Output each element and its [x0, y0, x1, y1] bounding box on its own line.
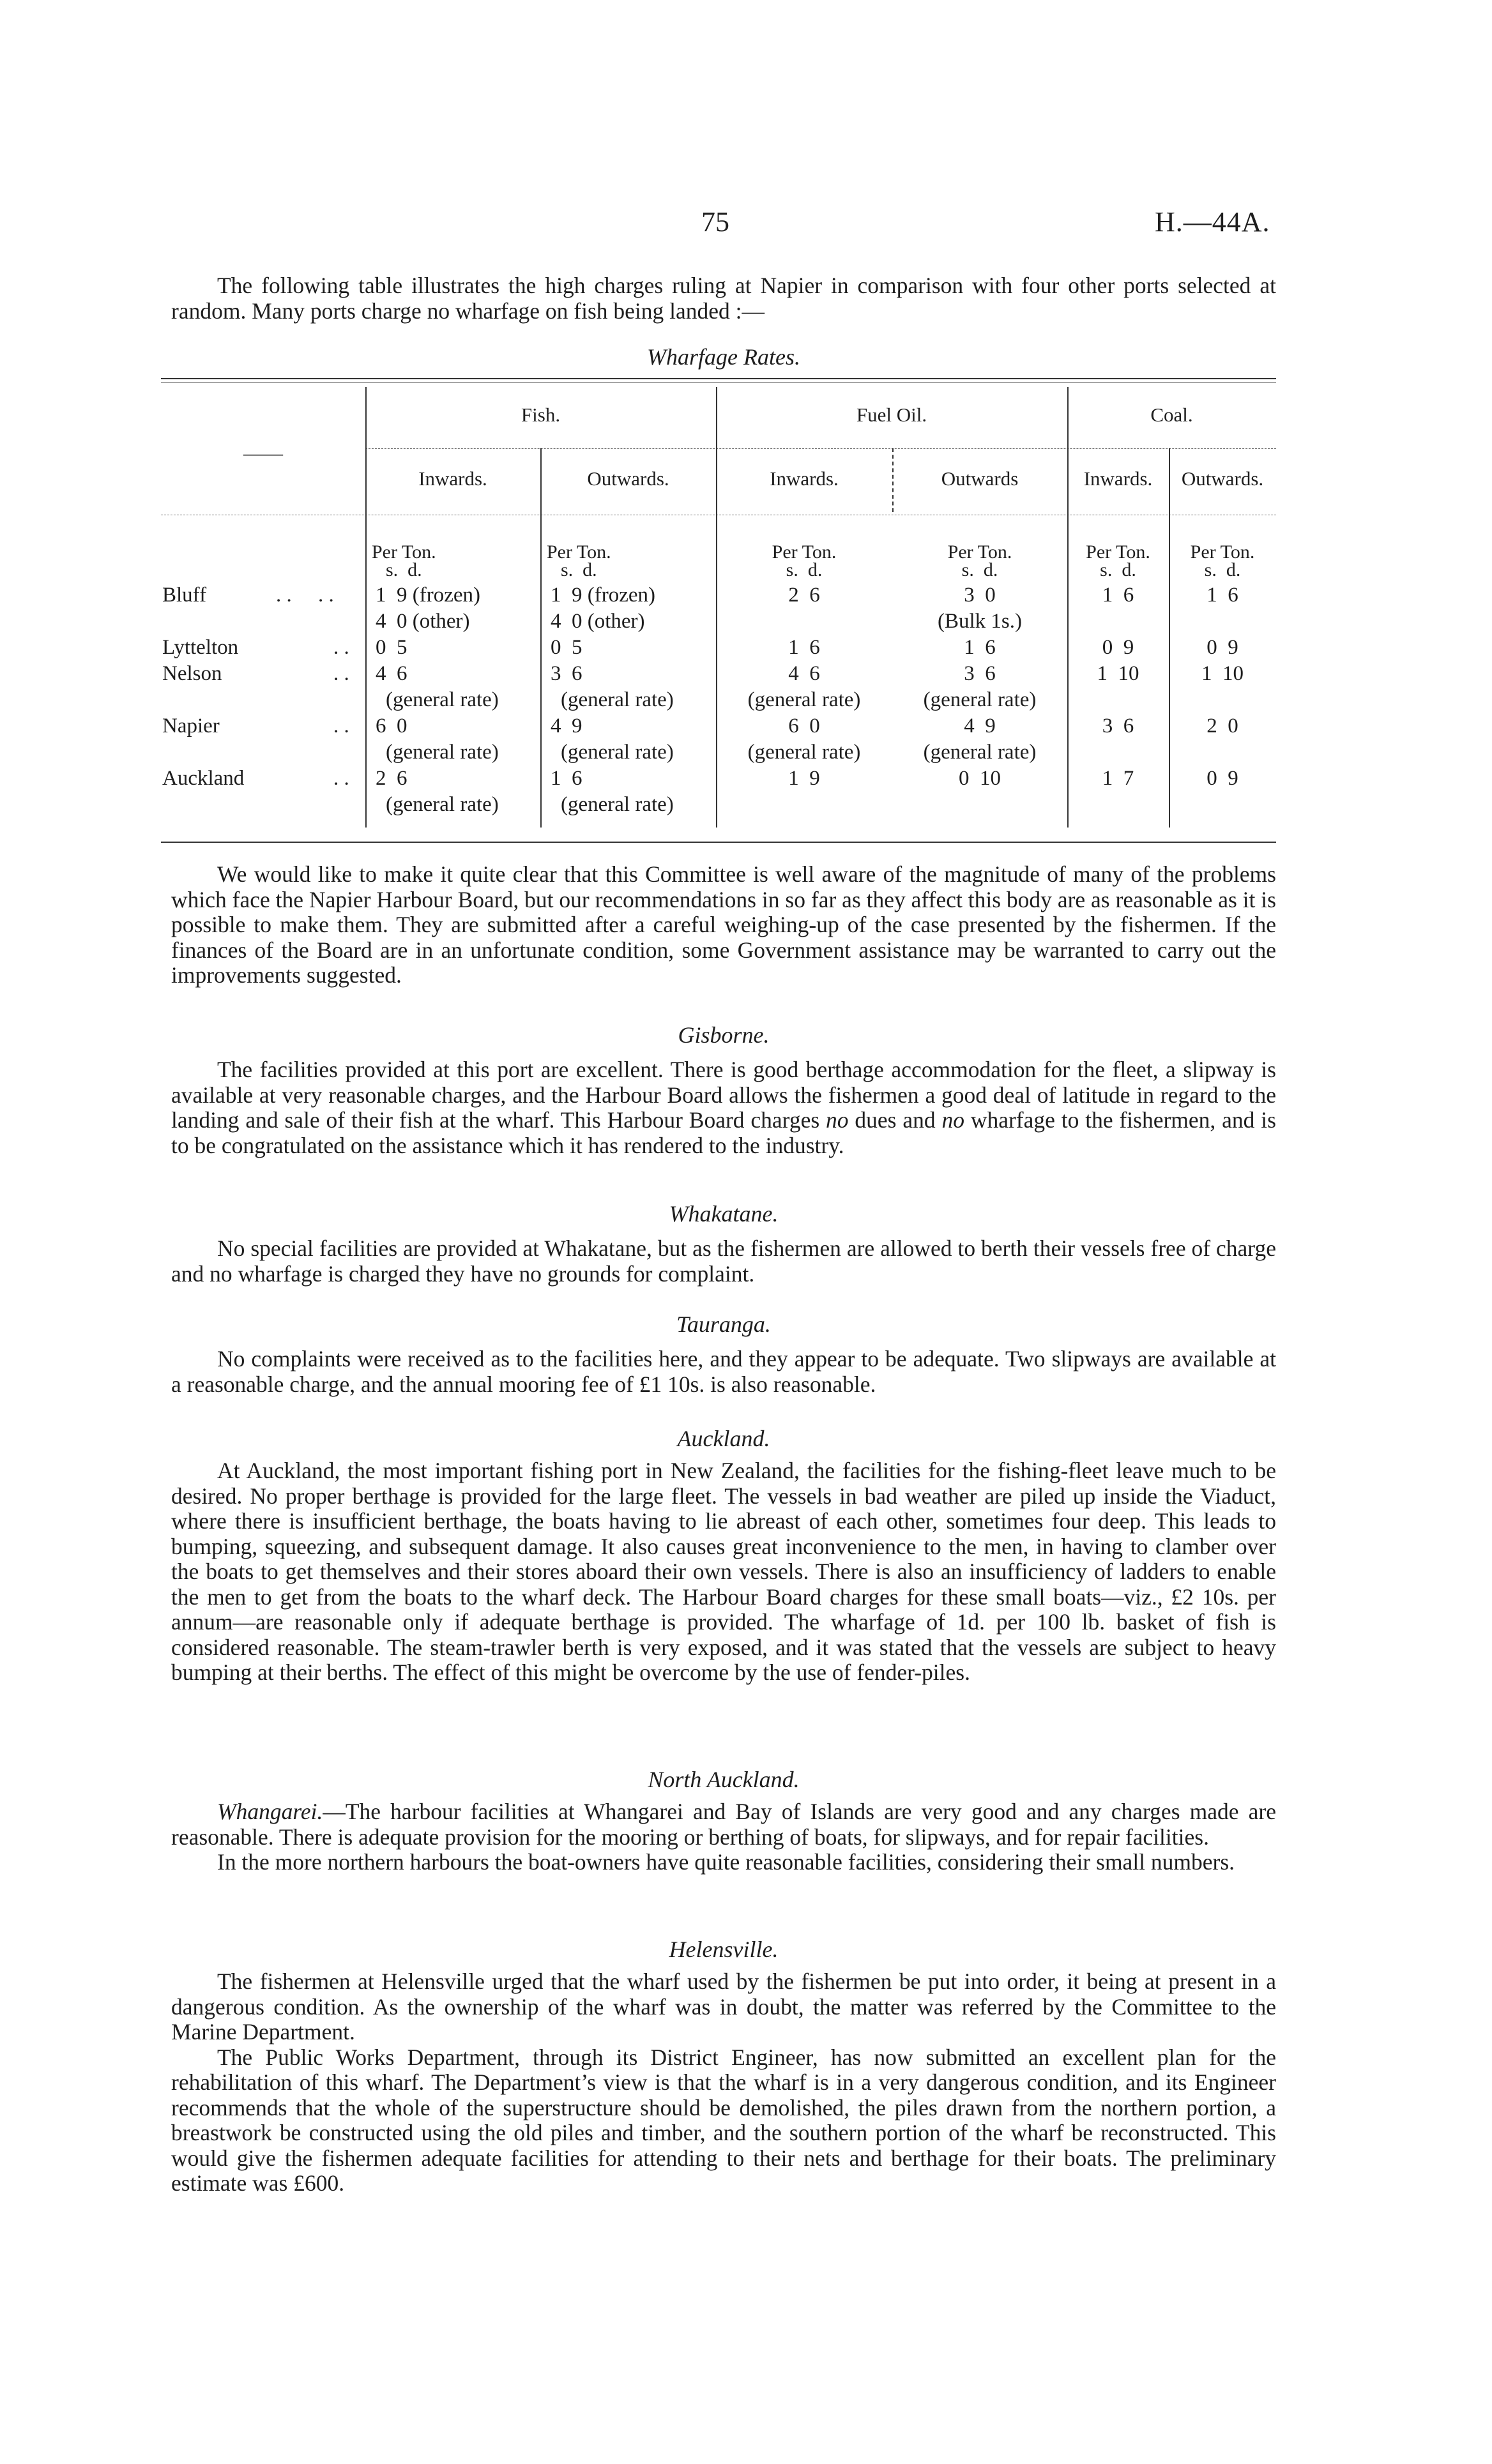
- fuel-out-cell: 0 10: [959, 767, 1001, 790]
- coal-out-cell: 0 9: [1207, 767, 1238, 790]
- tauranga-paragraph: No complaints were received as to the facilities here, and they appear to be adequate. Two slipways are available at a reasonable charge, and the annual mooring fee of £1 10s. is also reasonable.: [171, 1346, 1276, 1397]
- stub-header: ——: [243, 442, 283, 464]
- dot-leader: . .: [333, 636, 349, 659]
- whangarei-paragraph: Whangarei.—The harbour facilities at Whangarei and Bay of Islands are very good and any charges made are reasonable. There is adequate provision for the mooring or berthing of boats, for slipways, and for repair facilities.: [171, 1799, 1276, 1850]
- coal-in-cell: 3 6: [1102, 714, 1134, 737]
- fish-out-cell: 0 5: [551, 636, 582, 659]
- fuel-in-cell: 4 6: [788, 662, 820, 685]
- sd-label: s. d.: [1204, 559, 1241, 580]
- coal-in-cell: 1 6: [1102, 584, 1134, 607]
- fish-out-cell: 4 0 (other): [551, 610, 645, 633]
- unit-label: Per Ton.: [1086, 541, 1150, 563]
- wharfage-table: [161, 378, 1276, 844]
- dot-leader: . . . .: [276, 584, 334, 607]
- fuel-in-cell: 6 0: [788, 714, 820, 737]
- fuel-in-cell: 2 6: [788, 584, 820, 607]
- coal-in-cell: 1 7: [1102, 767, 1134, 790]
- group-fish: Fish.: [521, 404, 561, 426]
- fuel-out-cell: 4 9: [964, 714, 996, 737]
- fish-out-cell: 4 9: [551, 714, 582, 737]
- coal-out-cell: 1 10: [1201, 662, 1244, 685]
- helensville-section: [171, 1936, 1276, 2196]
- coal-in-cell: 1 10: [1097, 662, 1139, 685]
- gisborne-section: [171, 1022, 1276, 1158]
- dot-leader: . .: [333, 767, 349, 790]
- fish-out-cell: 1 6: [551, 767, 582, 790]
- section-heading: Whakatane.: [669, 1201, 779, 1227]
- fuel-out-cell: (general rate): [923, 688, 1037, 711]
- fuel-in-cell: (general rate): [747, 688, 861, 711]
- fish-in-cell: (general rate): [386, 688, 499, 711]
- coal-out-cell: 2 0: [1207, 714, 1238, 737]
- section-heading: Auckland.: [677, 1426, 770, 1451]
- sub-coal-inwards: Inwards.: [1083, 467, 1153, 490]
- table-title: Wharfage Rates.: [647, 344, 800, 370]
- committee-paragraph: We would like to make it quite clear that this Committee is well aware of the magnitude of many of the problems which face the Napier Harbour Board, but our recommendations in so far as they affect this body are as reasonable as it is possible to make them. They are submitted after a careful weighing-up of the case presented by the fishermen. If the finances of the Board are in an unfortunate condition, some Government assistance may be warranted to carry out the improvements suggested.: [171, 861, 1276, 988]
- sd-label: s. d.: [561, 559, 597, 580]
- port-name: Lyttelton: [162, 636, 239, 659]
- fuel-in-cell: 1 9: [788, 767, 820, 790]
- fuel-out-cell: (Bulk 1s.): [938, 610, 1022, 633]
- fish-in-cell: 2 6: [376, 767, 407, 790]
- fuel-in-cell: 1 6: [788, 636, 820, 659]
- fish-out-cell: 3 6: [551, 662, 582, 685]
- fish-in-cell: 4 6: [376, 662, 407, 685]
- unit-label: Per Ton.: [947, 541, 1012, 563]
- section-heading: Gisborne.: [678, 1022, 770, 1048]
- fish-in-cell: 0 5: [376, 636, 407, 659]
- fish-in-cell: 4 0 (other): [376, 610, 470, 633]
- coal-out-cell: 1 6: [1207, 584, 1238, 607]
- section-heading: North Auckland.: [648, 1767, 800, 1792]
- auckland-section: [171, 1425, 1276, 1686]
- fuel-in-cell: (general rate): [747, 741, 861, 764]
- unit-label: Per Ton.: [1190, 541, 1255, 563]
- port-name: Auckland: [162, 767, 245, 790]
- sub-coal-outwards: Outwards.: [1181, 467, 1264, 490]
- gisborne-paragraph: The facilities provided at this port are excellent. There is good berthage accommodation for the fleet, a slipway is available at very reasonable charges, and the Harbour Board allows the fishermen a good deal of latitude in regard to the landing and sale of their fish at the wharf. This Harbour Board charges no dues and no wharfage to the fishermen, and is to be congratulated on the assistance which it has rendered to the industry.: [171, 1057, 1276, 1158]
- intro-paragraph: The following table illustrates the high charges ruling at Napier in comparison with four other ports selected at random. Many ports charge no wharfage on fish being landed :—: [171, 273, 1276, 324]
- fish-in-cell: 1 9 (frozen): [376, 584, 481, 607]
- dot-leader: . .: [333, 662, 349, 685]
- coal-out-cell: 0 9: [1207, 636, 1238, 659]
- port-name: Bluff: [162, 584, 207, 607]
- sub-fish-outwards: Outwards.: [587, 467, 669, 490]
- unit-label: Per Ton.: [772, 541, 837, 563]
- whakatane-section: [171, 1200, 1276, 1287]
- sub-fish-inwards: Inwards.: [418, 467, 487, 490]
- helensville-paragraph: The fishermen at Helensville urged that the wharf used by the fishermen be put into order, it being at present in a dangerous condition. As the ownership of the wharf was in doubt, the matter was referred by the Committee to the Marine Department.: [171, 1969, 1276, 2045]
- whakatane-paragraph: No special facilities are provided at Whakatane, but as the fishermen are allowed to berth their vessels free of charge and no wharfage is charged they have no grounds for complaint.: [171, 1236, 1276, 1287]
- tauranga-section: [171, 1311, 1276, 1397]
- sd-label: s. d.: [1100, 559, 1136, 580]
- section-heading: Helensville.: [669, 1937, 779, 1962]
- sub-fuel-inwards: Inwards.: [770, 467, 839, 490]
- document-reference: H.—44A.: [1155, 206, 1270, 238]
- fish-out-cell: (general rate): [561, 741, 674, 764]
- dot-leader: . .: [333, 714, 349, 737]
- port-name: Napier: [162, 714, 220, 737]
- fuel-out-cell: 3 6: [964, 662, 996, 685]
- sd-label: s. d.: [961, 559, 998, 580]
- fish-in-cell: (general rate): [386, 741, 499, 764]
- group-coal: Coal.: [1150, 404, 1193, 426]
- fuel-out-cell: (general rate): [923, 741, 1037, 764]
- table-top-rule: [161, 378, 1276, 379]
- sd-label: s. d.: [786, 559, 823, 580]
- page-header: [0, 206, 1492, 244]
- public-works-paragraph: The Public Works Department, through its District Engineer, has now submitted an excellent plan for the rehabilitation of this wharf. The Department’s view is that the wharf is in a very dangerous condition, and its Engineer recommends that the whole of the superstructure should be demolished, the piles drawn from the northern portion, a breastwork be constructed using the old piles and timber, and the southern portion of the wharf be reconstructed. This would give the fishermen adequate facilities for attending to their nets and berthage for their boats. The preliminary estimate was £600.: [171, 2044, 1276, 2196]
- sub-fuel-outwards: Outwards: [941, 467, 1019, 490]
- fish-in-cell: (general rate): [386, 793, 499, 816]
- fish-out-cell: 1 9 (frozen): [551, 584, 656, 607]
- fish-out-cell: (general rate): [561, 688, 674, 711]
- fuel-out-cell: 1 6: [964, 636, 996, 659]
- auckland-paragraph: At Auckland, the most important fishing port in New Zealand, the facilities for the fishing-fleet leave much to be desired. No proper berthage is provided for the large fleet. The vessels in bad weather are piled up inside the Viaduct, where there is insufficient berthage, the boats having to lie abreast of each other, sometimes four deep. This leads to bumping, squeezing, and subsequent damage. It also causes great inconvenience to the men, in having to clamber over the boats to get themselves and their stores aboard their own vessels. There is also an insufficiency of ladders to enable the men to get from the boats to the wharf deck. The Harbour Board charges for these small boats—viz., £2 10s. per annum—are reasonable only if adequate berthage is provided. The wharfage of 1d. per 100 lb. basket of fish is considered reasonable. The steam-trawler berth is very exposed, and it was stated that the vessels are subject to heavy bumping at their berths. The effect of this might be overcome by the use of fender-piles.: [171, 1458, 1276, 1685]
- col-rule: [365, 387, 367, 828]
- north-auckland-section: [171, 1766, 1276, 1875]
- group-fuel-oil: Fuel Oil.: [856, 404, 927, 426]
- coal-in-cell: 0 9: [1102, 636, 1134, 659]
- northern-harbours-paragraph: In the more northern harbours the boat-owners have quite reasonable facilities, considering their small numbers.: [217, 1849, 1235, 1875]
- table-bottom-rule: [161, 842, 1276, 843]
- page-number: 75: [701, 206, 729, 238]
- sd-label: s. d.: [386, 559, 422, 580]
- fish-out-cell: (general rate): [561, 793, 674, 816]
- fish-in-cell: 6 0: [376, 714, 407, 737]
- port-name: Nelson: [162, 662, 222, 685]
- section-heading: Tauranga.: [676, 1311, 771, 1337]
- fuel-out-cell: 3 0: [964, 584, 996, 607]
- col-rule: [540, 448, 542, 828]
- unit-label: Per Ton.: [547, 541, 611, 563]
- group-rule: [365, 448, 1276, 449]
- unit-label: Per Ton.: [372, 541, 436, 563]
